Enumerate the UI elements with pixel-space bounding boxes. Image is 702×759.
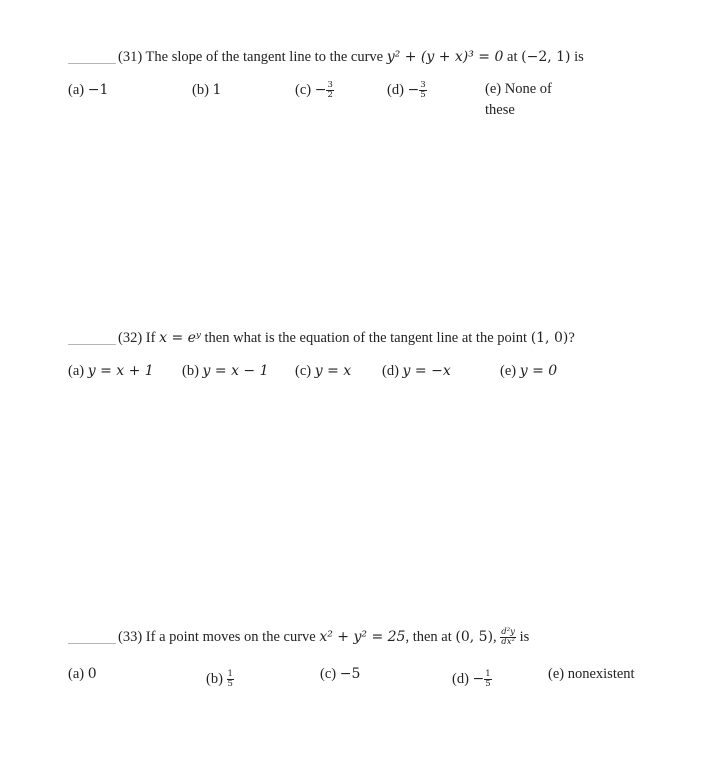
question-33-stem: (33) If a point moves on the curve x² + y² = 25, then at (0, 5), $\frac{\text{d²y}}{\text{dx²}}$ is xyxy=(118,627,530,648)
fraction: $\frac{3}{2}$ xyxy=(327,80,333,101)
question-33-point: (0, 5) xyxy=(455,629,494,645)
q32-option-a[interactable]: (a) y = x + 1 xyxy=(68,363,154,379)
question-33-number: (33) xyxy=(118,629,143,645)
q33-option-a[interactable]: (a) 0 xyxy=(68,666,97,682)
question-32-point: (1, 0) xyxy=(530,330,569,346)
fraction: $\frac{1}{5}$ xyxy=(227,669,233,690)
fraction: $\frac{1}{5}$ xyxy=(485,669,491,690)
question-32-equation: x = eʸ xyxy=(159,330,201,346)
question-32-number: (32) xyxy=(118,330,143,346)
q31-option-c[interactable]: (c) − $\frac{3}{2}$ xyxy=(295,80,333,101)
question-32-text-a: If xyxy=(145,330,156,346)
question-31-number: (31) xyxy=(118,49,143,65)
answer-blank-32[interactable] xyxy=(68,344,116,345)
question-32-text-c: ? xyxy=(568,330,575,346)
q33-option-d[interactable]: (d) − $\frac{1}{5}$ xyxy=(452,669,491,690)
q31-option-b[interactable]: (b) 1 xyxy=(192,82,222,98)
question-31-stem xyxy=(118,48,584,66)
fraction: $\frac{3}{5}$ xyxy=(420,80,426,101)
q32-option-c[interactable]: (c) y = x xyxy=(295,363,352,379)
question-31-point: (−2, 1) xyxy=(521,49,571,65)
q31-option-e[interactable]: (e) None of these xyxy=(485,81,552,118)
q33-option-c[interactable]: (c) −5 xyxy=(320,666,361,682)
question-31-text-b: at xyxy=(507,49,518,65)
question-33-text-a: If a point moves on the curve xyxy=(145,629,316,645)
q33-option-e[interactable]: (e) nonexistent xyxy=(548,666,635,682)
question-32-stem xyxy=(118,329,575,347)
question-31-text-c: is xyxy=(574,49,584,65)
q31-option-a[interactable]: (a) −1 xyxy=(68,82,109,98)
question-33-curve: x² + y² = 25 xyxy=(319,629,406,645)
q31-option-d[interactable]: (d) − $\frac{3}{5}$ xyxy=(387,80,426,101)
question-32-text-b: then what is the equation of the tangent line at the point xyxy=(204,330,528,346)
q32-option-d[interactable]: (d) y = −x xyxy=(382,363,451,379)
question-31-text-a: The slope of the tangent line to the curve xyxy=(145,49,384,65)
second-derivative-fraction: $\frac{\text{d²y}}{\text{dx²}}$ xyxy=(501,627,515,648)
answer-blank-31[interactable] xyxy=(68,63,116,64)
q32-option-e[interactable]: (e) y = 0 xyxy=(500,363,558,379)
question-33-text-c: is xyxy=(519,629,530,645)
answer-blank-33[interactable] xyxy=(68,643,116,644)
question-31-curve: y² + (y + x)³ = 0 xyxy=(386,49,504,65)
q32-option-b[interactable]: (b) y = x − 1 xyxy=(182,363,269,379)
question-33-text-b: , then at xyxy=(405,629,452,645)
q33-option-b[interactable]: (b) $\frac{1}{5}$ xyxy=(206,669,233,690)
